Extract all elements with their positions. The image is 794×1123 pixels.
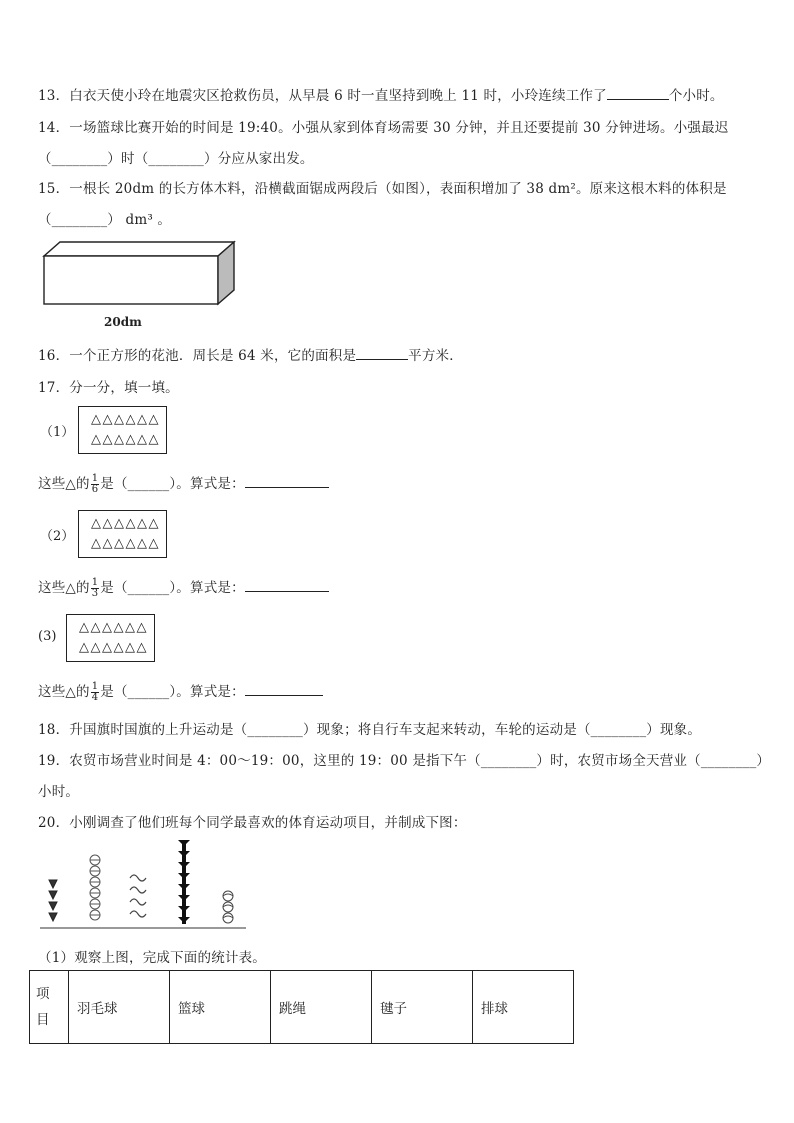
triangle-row: △△△△△△	[91, 412, 160, 427]
jump-rope-icon	[130, 875, 146, 917]
triangle-row: △△△△△△	[79, 640, 148, 655]
fraction: $\frac{1}{6}$	[91, 473, 99, 495]
column-basketball: 篮球	[170, 971, 271, 1044]
part-1-label: （1）	[40, 425, 75, 440]
volleyball-icon	[223, 891, 233, 923]
part-3-label: (3)	[38, 629, 57, 644]
question-19: 19．农贸市场营业时间是 4：00～19：00，这里的 19：00 是指下午（________）时，农贸市场全天营业（________）	[38, 753, 771, 769]
question-13: 13．白衣天使小玲在地震灾区抢救伤员，从早晨 6 时一直坚持到晚上 11 时，小玲连续工作了 个小时。	[38, 84, 724, 104]
column-badminton: 羽毛球	[69, 971, 170, 1044]
question-17-title: 17．分一分，填一填。	[38, 380, 179, 396]
triangle-row: △△△△△△	[91, 516, 160, 531]
answer-blank-16[interactable]	[356, 346, 408, 361]
column-shuttlecock: 毽子	[372, 971, 473, 1044]
pictograph	[38, 838, 248, 934]
table-header-cell: 项目	[30, 971, 69, 1044]
question-14-line2[interactable]: （________）时（________）分应从家出发。	[38, 151, 314, 167]
formula-blank-1[interactable]	[245, 474, 329, 489]
table-row	[30, 971, 574, 1044]
fraction: $\frac{1}{4}$	[91, 681, 99, 703]
question-14: 14．一场篮球比赛开始的时间是 19:40。小强从家到体育场需要 30 分钟，并且还要提前 30 分钟进场。小强最迟	[38, 120, 729, 136]
question-20: 20．小刚调查了他们班每个同学最喜欢的体育运动项目，并制成下图：	[38, 815, 467, 831]
fraction: $\frac{1}{3}$	[91, 577, 99, 599]
shuttlecock-kicker-icon	[178, 840, 190, 924]
shuttlecock-icon	[49, 880, 57, 921]
basketball-icon	[90, 855, 100, 920]
part-2-label: （2）	[40, 529, 75, 544]
triangle-row: △△△△△△	[91, 432, 160, 447]
part-1-question: 这些△的 $\frac{1}{6}$ 是（______）。算式是：	[38, 472, 329, 495]
question-18: 18．升国旗时国旗的上升运动是（________）现象；将自行车支起来转动，车轮的运动是（________）现象。	[38, 722, 702, 738]
formula-blank-3[interactable]	[245, 682, 323, 697]
triangle-row: △△△△△△	[91, 536, 160, 551]
formula-blank-2[interactable]	[245, 578, 329, 593]
question-20-sub1: （1）观察上图，完成下面的统计表。	[38, 950, 266, 966]
triangle-box-3	[66, 614, 155, 662]
answer-blank-13[interactable]	[607, 86, 669, 101]
stats-table	[29, 970, 574, 1044]
triangle-row: △△△△△△	[79, 620, 148, 635]
question-16: 16．一个正方形的花池．周长是 64 米，它的面积是 平方米．	[38, 344, 463, 364]
question-15: 15．一根长 20dm 的长方体木料，沿横截面锯成两段后（如图），表面积增加了 38 dm²。原来这根木料的体积是	[38, 181, 727, 197]
triangle-box-2	[78, 510, 167, 558]
part-2-question: 这些△的 $\frac{1}{3}$ 是（______）。算式是：	[38, 576, 329, 599]
question-19-line2: 小时。	[38, 784, 80, 800]
triangle-box-1	[78, 406, 167, 454]
question-15-line2[interactable]: （________） dm³ 。	[38, 212, 172, 228]
part-3-question: 这些△的 $\frac{1}{4}$ 是（______）。算式是：	[38, 680, 323, 703]
figure-length-label: 20dm	[104, 315, 142, 329]
column-volleyball: 排球	[473, 971, 574, 1044]
column-jump-rope: 跳绳	[271, 971, 372, 1044]
